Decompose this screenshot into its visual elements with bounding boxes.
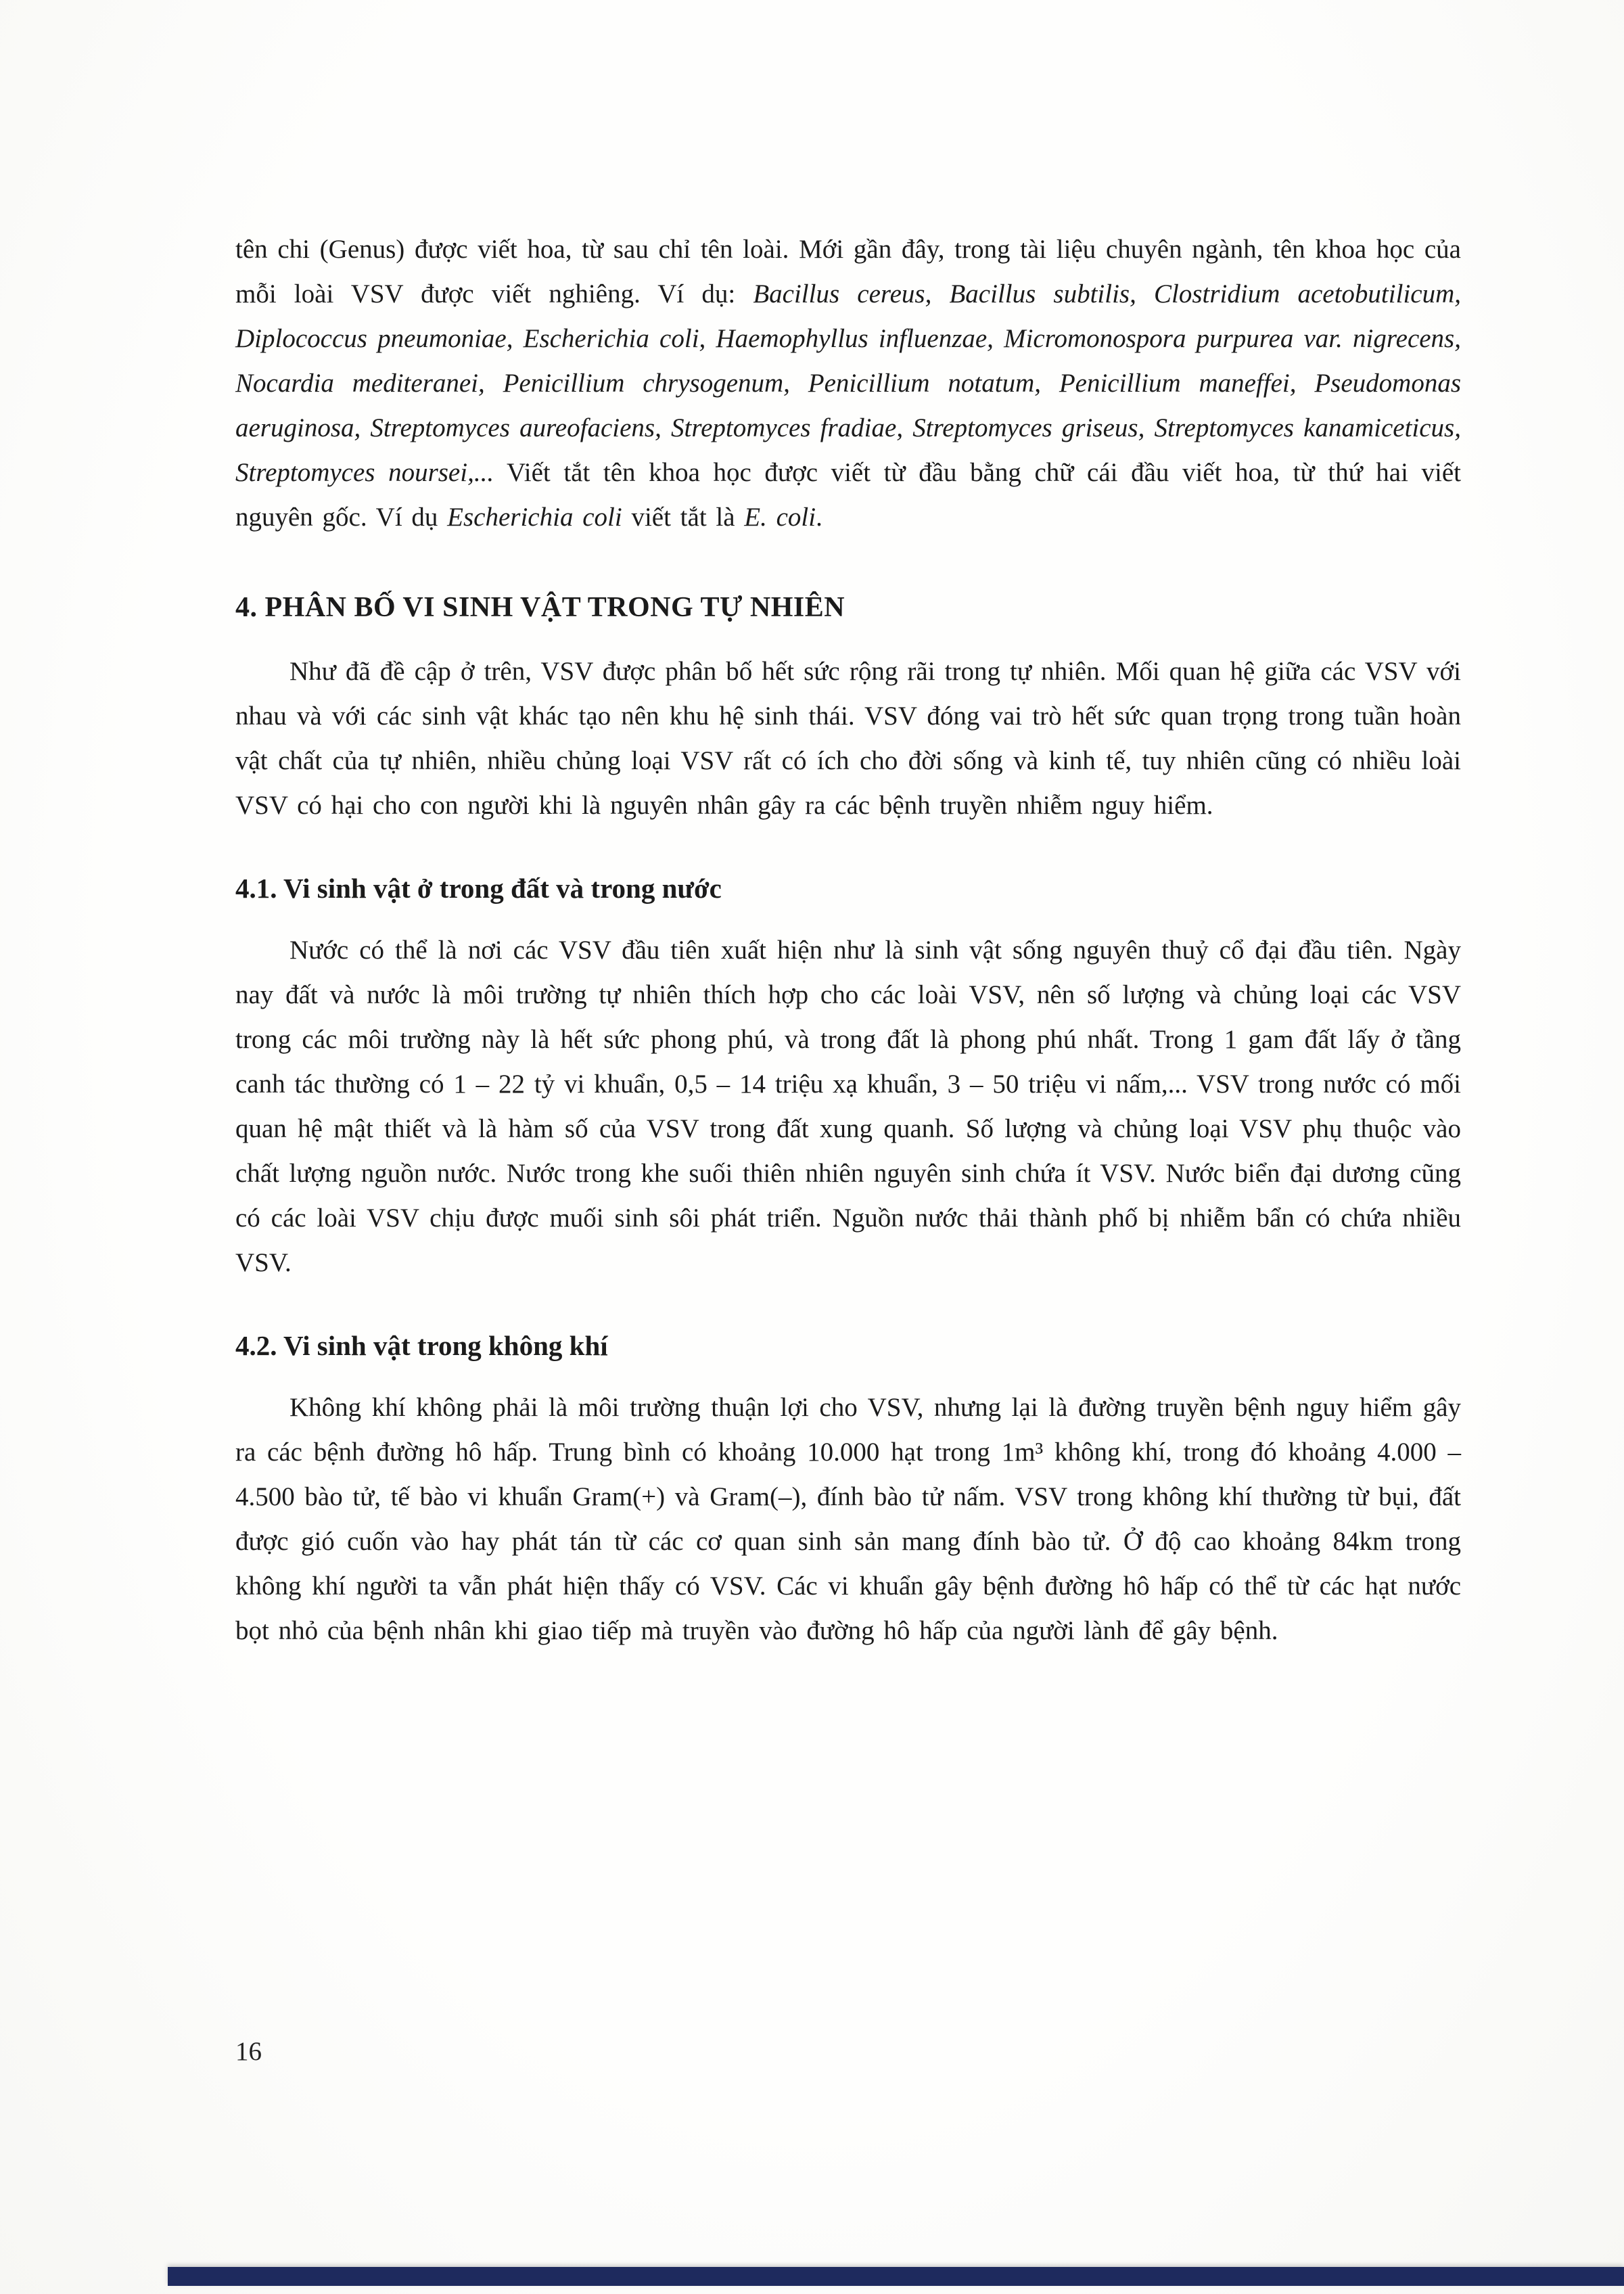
section-4-heading: 4. PHÂN BỐ VI SINH VẬT TRONG TỰ NHIÊN (235, 592, 845, 623)
section-4-1-heading: 4.1. Vi sinh vật ở trong đất và trong nước (235, 873, 722, 904)
species-abbreviation-italic: E. coli (744, 503, 816, 532)
scan-edge-artifact (168, 2267, 1624, 2286)
section-4-1-paragraph: Nước có thể là nơi các VSV đầu tiên xuất hiện như là sinh vật sống nguyên thuỷ cổ đại đầu tiên. Ngày nay đất và nước là môi trường tự nhiên thích hợp cho các loài VSV, nên số lượng và chủng loại các VSV trong các môi trường này là hết sức phong phú, và trong đất là phong phú nhất. Trong 1 gam đất lấy ở tầng canh tác thường có 1 – 22 tỷ vi khuẩn, 0,5 – 14 triệu xạ khuẩn, 3 – 50 triệu vi nấm,... VSV trong nước có mối quan hệ mật thiết và là hàm số của VSV trong đất xung quanh. Số lượng và chủng loại VSV phụ thuộc vào chất lượng nguồn nước. Nước trong khe suối thiên nhiên nguyên sinh chứa ít VSV. Nước biển đại dương cũng có các loài VSV chịu được muối sinh sôi phát triển. Nguồn nước thải thành phố bị nhiễm bẩn có chứa nhiều VSV. (235, 936, 1461, 1277)
intro-text-segment: . (816, 503, 822, 532)
page-content (235, 227, 1461, 1653)
species-list-italic: Bacillus cereus, Bacillus subtilis, Clostridium acetobutilicum, Diplococcus pneumoniae, Escherichia coli, Haemophyllus influenzae, Micromonospora purpurea var. nigrecens, Nocardia mediteranei, Penicillium chrysogenum, Penicillium notatum, Penicillium maneffei, Pseudomonas aeruginosa, Streptomyces aureofaciens, Streptomyces fradiae, Streptomyces griseus, Streptomyces kanamiceticus, Streptomyces noursei,... (235, 279, 1462, 487)
intro-text-segment: tên chi (Genus) được viết hoa, từ sau chỉ tên loài. Mới gần đây, trong tài liệu chuyên ngành, tên khoa học của mỗi loài VSV được viết nghiêng. Ví dụ: (235, 235, 1461, 308)
section-4-2-paragraph: Không khí không phải là môi trường thuận lợi cho VSV, nhưng lại là đường truyền bệnh nguy hiểm gây ra các bệnh đường hô hấp. Trung bình có khoảng 10.000 hạt trong 1m³ không khí, trong đó khoảng 4.000 – 4.500 bào tử, tế bào vi khuẩn Gram(+) và Gram(–), đính bào tử nấm. VSV trong không khí thường từ bụi, đất được gió cuốn vào hay phát tán từ các cơ quan sinh sản mang đính bào tử. Ở độ cao khoảng 84km trong không khí người ta vẫn phát hiện thấy có VSV. Các vi khuẩn gây bệnh đường hô hấp có thể từ các hạt nước bọt nhỏ của bệnh nhân khi giao tiếp mà truyền vào đường hô hấp của người lành để gây bệnh. (235, 1393, 1461, 1645)
intro-text-segment: viết tắt là (622, 503, 745, 532)
intro-paragraph (235, 227, 1461, 540)
section-4-2-heading: 4.2. Vi sinh vật trong không khí (235, 1330, 608, 1361)
page-number: 16 (235, 2037, 262, 2066)
species-name-italic: Escherichia coli (447, 503, 622, 532)
section-4-paragraph: Như đã đề cập ở trên, VSV được phân bố hết sức rộng rãi trong tự nhiên. Mối quan hệ giữa các VSV với nhau và với các sinh vật khác tạo nên khu hệ sinh thái. VSV đóng vai trò hết sức quan trọng trong tuần hoàn vật chất của tự nhiên, nhiều chủng loại VSV rất có ích cho đời sống và kinh tế, tuy nhiên cũng có nhiều loài VSV có hại cho con người khi là nguyên nhân gây ra các bệnh truyền nhiễm nguy hiểm. (235, 657, 1461, 820)
intro-text-segment: Viết tắt tên khoa học được viết từ đầu bằng chữ cái đầu viết hoa, từ thứ hai viết nguyên gốc. Ví dụ (235, 458, 1461, 532)
